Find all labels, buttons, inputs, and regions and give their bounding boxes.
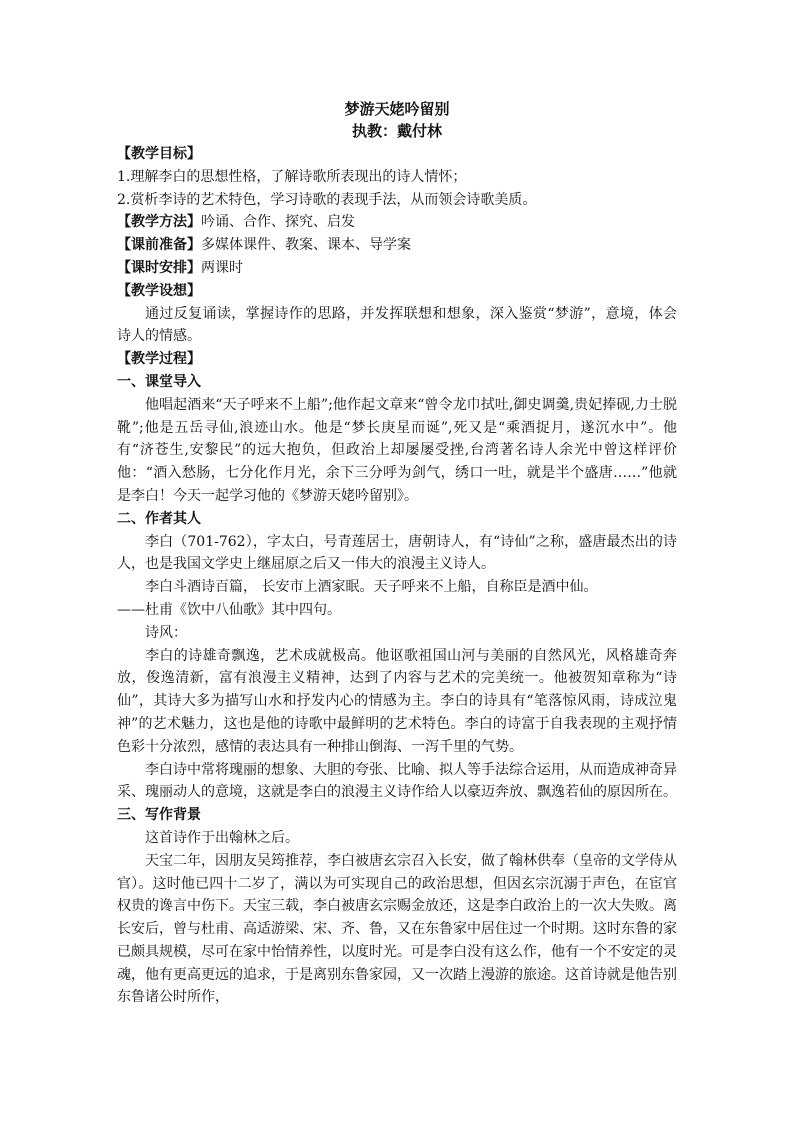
hours-row <box>117 257 677 280</box>
method-label: 【教学方法】 <box>117 214 201 231</box>
style-paragraph-2: 李白诗中常将瑰丽的想象、大胆的夸张、比喻、拟人等手法综合运用，从而造成神奇异采、瑰丽动人的意境，这就是李白的浪漫主义诗作给人以豪迈奔放、飘逸若仙的原因所在。 <box>117 761 677 801</box>
author-section-heading: 二、作者其人 <box>117 510 201 527</box>
objectives-heading: 【教学目标】 <box>117 146 201 162</box>
style-paragraph-1: 李白的诗雄奇飘逸，艺术成就极高。他讴歌祖国山河与美丽的自然风光，风格雄奇奔放，俊逸清新，富有浪漫主义精神，达到了内容与艺术的完美统一。他被贺知章称为“诗仙”，其诗大多为描写山水和抒发内心的情感为主。李白的诗具有“笔落惊风雨，诗成泣鬼神”的艺术魅力，这也是他的诗歌中最鲜明的艺术特色。李白的诗富于自我表现的主观抒情色彩十分浓烈，感情的表达具有一种排山倒海、一泻千里的气势。 <box>117 647 677 755</box>
background-intro: 这首诗作于出翰林之后。 <box>145 829 299 846</box>
prep-value: 多媒体课件、教案、课本、导学案 <box>201 237 411 254</box>
objective-item-2: 2.赏析李诗的艺术特色，学习诗歌的表现手法，从而领会诗歌美质。 <box>117 191 537 208</box>
process-heading: 【教学过程】 <box>117 351 201 368</box>
design-heading: 【教学设想】 <box>117 282 201 299</box>
style-label: 诗风： <box>145 624 187 641</box>
document-author: 执教：戴付林 <box>351 122 442 140</box>
author-bio: 李白（701-762），字太白，号青莲居士，唐朝诗人，有“诗仙”之称，盛唐最杰出的诗人，也是我国文学史上继屈原之后又一伟大的浪漫主义诗人。 <box>117 533 677 573</box>
intro-text: 他唱起酒来“天子呼来不上船”;他作起文章来“曾令龙巾拭吐,御史调羹,贵妃捧砚,力士脱靴”;他是五岳寻仙,浪迹山水。他是“梦长庚星而诞”,死又是“乘酒捉月，遂沉水中”。他有“济苍生,安黎民”的远大抱负，但政治上却屡屡受挫,台湾著名诗人余光中曾这样评价他：“酒入愁肠，七分化作月光，余下三分呼为剑气，绣口一吐，就是半个盛唐……”他就是李白！今天一起学习他的《梦游天姥吟留别》。 <box>117 396 677 504</box>
method-value: 吟诵、合作、探究、启发 <box>201 214 355 231</box>
document-page <box>117 96 677 1009</box>
poem-source: ——杜甫《饮中八仙歌》其中四句。 <box>117 601 341 618</box>
design-text: 通过反复诵读，掌握诗作的思路，并发挥联想和想象，深入鉴赏“梦游”，意境，体会诗人的情感。 <box>117 305 677 345</box>
prep-row <box>117 234 677 257</box>
intro-heading: 一、课堂导入 <box>117 373 201 390</box>
hours-label: 【课时安排】 <box>117 259 201 276</box>
hours-value: 两课时 <box>201 259 243 276</box>
prep-label: 【课前准备】 <box>117 237 201 254</box>
method-row <box>117 211 677 234</box>
objective-item-1: 1.理解李白的思想性格，了解诗歌所表现出的诗人情怀； <box>117 168 467 185</box>
poem-quote: 李白斗酒诗百篇， 长安市上酒家眠。天子呼来不上船，自称臣是酒中仙。 <box>145 579 598 596</box>
background-heading: 三、写作背景 <box>117 807 201 824</box>
background-paragraph: 天宝二年，因朋友吴筠推荐，李白被唐玄宗召入长安，做了翰林供奉（皇帝的文学侍从官）。这时他已四十二岁了，满以为可实现自己的政治思想，但因玄宗沉溺于声色，在宦官权贵的谗言中伤下。天宝三载，李白被唐玄宗赐金放还，这是李白政治上的一次大失败。离长安后，曾与杜甫、高适游梁、宋、齐、鲁，又在东鲁家中居住过一个时期。这时东鲁的家已颇具规模，尽可在家中怡情养性，以度时光。可是李白没有这么作，他有一个不安定的灵魂，他有更高更远的追求，于是离别东鲁家园，又一次踏上漫游的旅途。这首诗就是他告别东鲁诸公时所作， <box>117 852 677 1006</box>
document-title: 梦游天姥吟留别 <box>344 100 450 118</box>
